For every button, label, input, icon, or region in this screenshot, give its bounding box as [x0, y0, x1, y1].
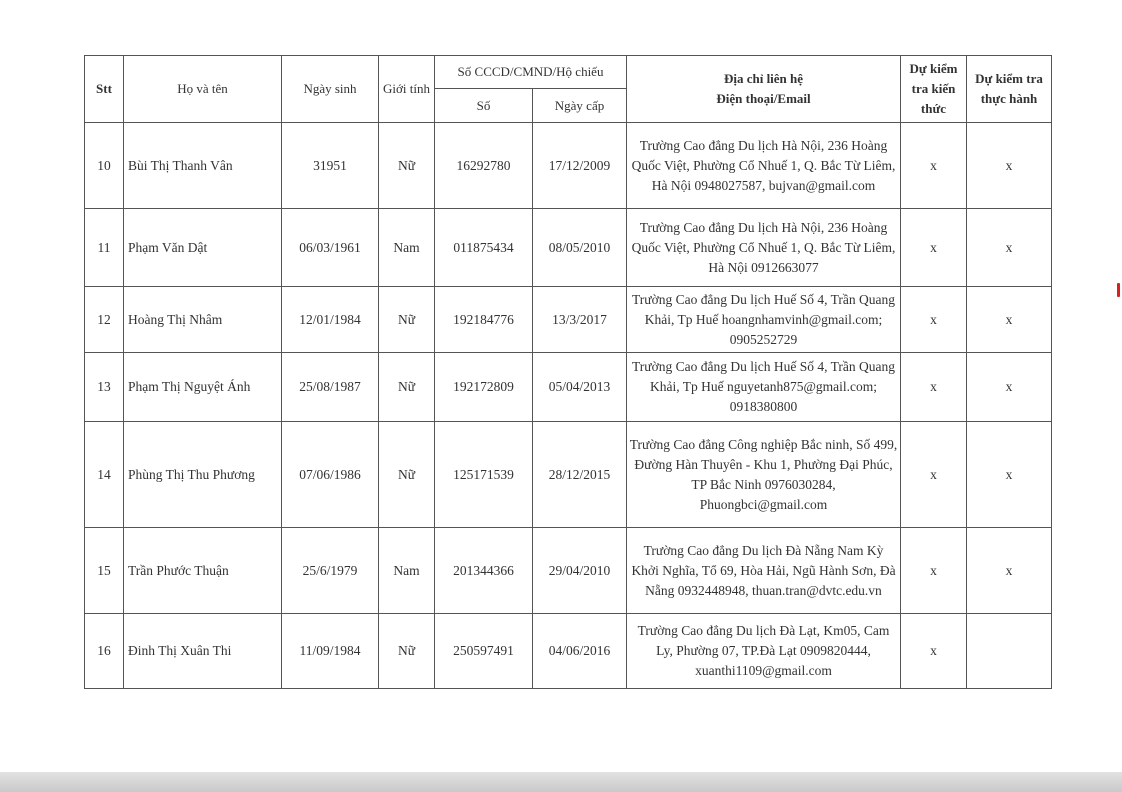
cell-issue-date: 29/04/2010 — [533, 528, 627, 614]
cell-practical-test: x — [967, 209, 1052, 287]
header-row-top — [85, 56, 1052, 89]
cell-gender: Nữ — [379, 287, 435, 353]
col-header-address — [627, 56, 901, 123]
cell-id-number: 16292780 — [435, 123, 533, 209]
cell-id-number: 192172809 — [435, 353, 533, 422]
cell-issue-date: 08/05/2010 — [533, 209, 627, 287]
cell-address: Trường Cao đẳng Du lịch Huế Số 4, Trần Quang Khải, Tp Huế nguyetanh875@gmail.com; 0918380800 — [627, 353, 901, 422]
table-row — [85, 422, 1052, 528]
cell-dob: 06/03/1961 — [282, 209, 379, 287]
cell-id-number: 192184776 — [435, 287, 533, 353]
col-header-issue-date: Ngày cấp — [533, 89, 627, 123]
col-header-stt: Stt — [85, 56, 124, 123]
cell-knowledge-test: x — [901, 528, 967, 614]
col-header-address-line1: Địa chỉ liên hệ — [723, 71, 804, 86]
cell-name: Bùi Thị Thanh Vân — [124, 123, 282, 209]
cell-knowledge-test: x — [901, 614, 967, 689]
cell-dob: 25/08/1987 — [282, 353, 379, 422]
col-header-id-number: Số — [435, 89, 533, 123]
cell-gender: Nữ — [379, 123, 435, 209]
cell-practical-test: x — [967, 353, 1052, 422]
cell-gender: Nam — [379, 528, 435, 614]
cell-issue-date: 05/04/2013 — [533, 353, 627, 422]
table-row — [85, 209, 1052, 287]
cell-gender: Nam — [379, 209, 435, 287]
cell-practical-test: x — [967, 528, 1052, 614]
cell-knowledge-test: x — [901, 209, 967, 287]
cell-address: Trường Cao đẳng Du lịch Đà Nẵng Nam Kỳ Khởi Nghĩa, Tổ 69, Hòa Hải, Ngũ Hành Sơn, Đà Nẵng 0932448948, thuan.tran@dvtc.edu.vn — [627, 528, 901, 614]
cell-id-number: 125171539 — [435, 422, 533, 528]
cell-issue-date: 17/12/2009 — [533, 123, 627, 209]
cell-address: Trường Cao đẳng Du lịch Hà Nội, 236 Hoàng Quốc Việt, Phường Cổ Nhuế 1, Q. Bắc Từ Liêm, Hà Nội 0912663077 — [627, 209, 901, 287]
cell-id-number: 011875434 — [435, 209, 533, 287]
cell-stt: 14 — [85, 422, 124, 528]
col-header-practical-test: Dự kiểm tra thực hành — [967, 56, 1052, 123]
cell-issue-date: 13/3/2017 — [533, 287, 627, 353]
cell-issue-date: 04/06/2016 — [533, 614, 627, 689]
col-header-gender: Giới tính — [379, 56, 435, 123]
cell-knowledge-test: x — [901, 353, 967, 422]
cell-gender: Nữ — [379, 422, 435, 528]
table-row — [85, 528, 1052, 614]
cell-dob: 07/06/1986 — [282, 422, 379, 528]
cell-id-number: 201344366 — [435, 528, 533, 614]
cell-stt: 12 — [85, 287, 124, 353]
cell-name: Phùng Thị Thu Phương — [124, 422, 282, 528]
col-header-knowledge-test: Dự kiểm tra kiến thức — [901, 56, 967, 123]
col-header-name: Họ và tên — [124, 56, 282, 123]
table-row — [85, 123, 1052, 209]
cell-practical-test — [967, 614, 1052, 689]
cell-name: Phạm Thị Nguyệt Ánh — [124, 353, 282, 422]
table-row — [85, 614, 1052, 689]
cell-address: Trường Cao đẳng Công nghiệp Bắc ninh, Số 499, Đường Hàn Thuyên - Khu 1, Phường Đại Phúc, TP Bắc Ninh 0976030284, Phuongbci@gmail.com — [627, 422, 901, 528]
table-row — [85, 287, 1052, 353]
cell-dob: 25/6/1979 — [282, 528, 379, 614]
table-row — [85, 353, 1052, 422]
cell-address: Trường Cao đẳng Du lịch Huế Số 4, Trần Quang Khải, Tp Huế hoangnhamvinh@gmail.com; 0905252729 — [627, 287, 901, 353]
participant-table — [84, 55, 1052, 689]
cell-issue-date: 28/12/2015 — [533, 422, 627, 528]
col-header-id-group: Số CCCD/CMND/Hộ chiếu — [435, 56, 627, 89]
page-bottom-shadow — [0, 772, 1122, 792]
cell-knowledge-test: x — [901, 287, 967, 353]
cell-stt: 13 — [85, 353, 124, 422]
cell-dob: 12/01/1984 — [282, 287, 379, 353]
cell-stt: 15 — [85, 528, 124, 614]
cell-knowledge-test: x — [901, 123, 967, 209]
cell-address: Trường Cao đẳng Du lịch Đà Lạt, Km05, Cam Ly, Phường 07, TP.Đà Lạt 0909820444, xuanthi1109@gmail.com — [627, 614, 901, 689]
cell-knowledge-test: x — [901, 422, 967, 528]
cell-name: Hoàng Thị Nhâm — [124, 287, 282, 353]
cell-gender: Nữ — [379, 614, 435, 689]
cell-stt: 10 — [85, 123, 124, 209]
cell-dob: 11/09/1984 — [282, 614, 379, 689]
scan-artifact-mark — [1117, 283, 1120, 297]
cell-dob: 31951 — [282, 123, 379, 209]
cell-name: Trần Phước Thuận — [124, 528, 282, 614]
cell-id-number: 250597491 — [435, 614, 533, 689]
cell-practical-test: x — [967, 123, 1052, 209]
col-header-address-line2: Điện thoại/Email — [716, 91, 811, 106]
cell-name: Phạm Văn Dật — [124, 209, 282, 287]
cell-practical-test: x — [967, 422, 1052, 528]
cell-practical-test: x — [967, 287, 1052, 353]
col-header-dob: Ngày sinh — [282, 56, 379, 123]
cell-name: Đinh Thị Xuân Thi — [124, 614, 282, 689]
cell-stt: 11 — [85, 209, 124, 287]
cell-address: Trường Cao đẳng Du lịch Hà Nội, 236 Hoàng Quốc Việt, Phường Cổ Nhuế 1, Q. Bắc Từ Liêm, Hà Nội 0948027587, bujvan@gmail.com — [627, 123, 901, 209]
cell-stt: 16 — [85, 614, 124, 689]
cell-gender: Nữ — [379, 353, 435, 422]
